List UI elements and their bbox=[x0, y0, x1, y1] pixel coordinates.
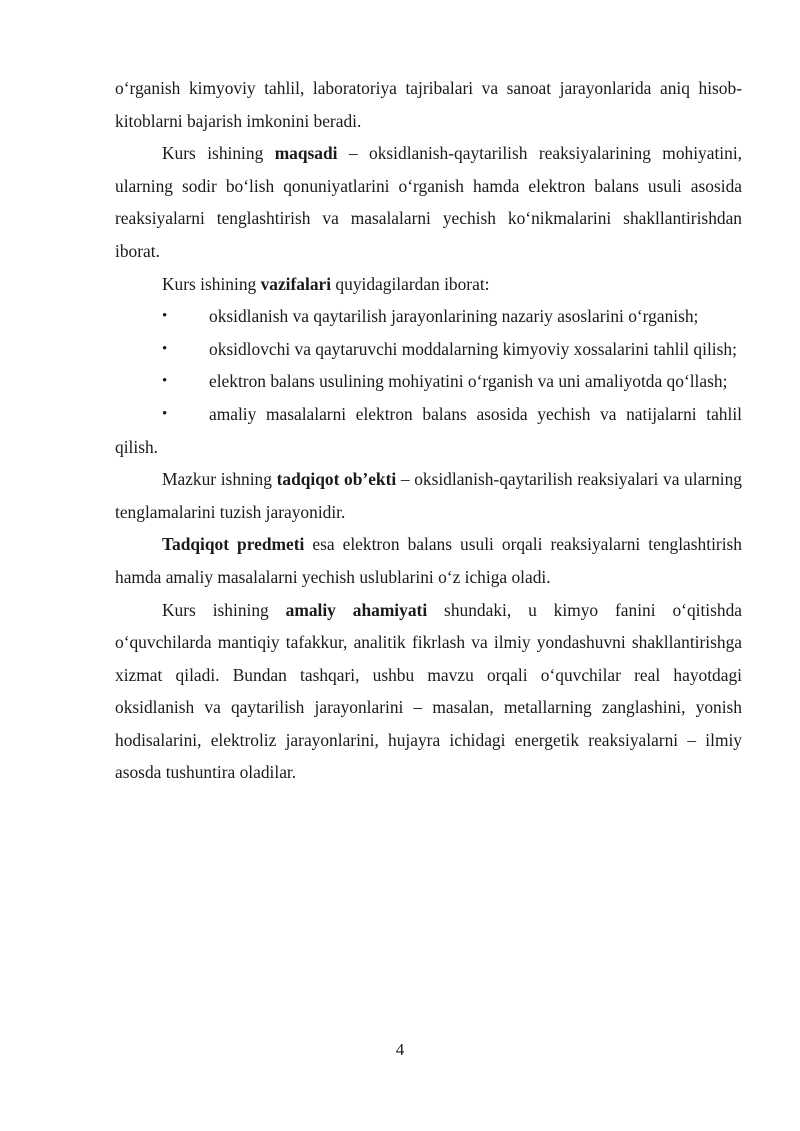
list-item-text: elektron balans usulining mohiyatini o‘rganish va uni amaliyotda qo‘llash; bbox=[209, 371, 728, 392]
paragraph-goal bbox=[115, 137, 742, 267]
bold-term-goal: maqsadi bbox=[274, 143, 338, 164]
bullet-icon: • bbox=[162, 373, 168, 390]
page-number: 4 bbox=[395, 1040, 405, 1059]
text-run: Kurs ishining bbox=[162, 143, 275, 164]
list-item bbox=[115, 333, 742, 366]
text-run: quyidagilardan iborat: bbox=[331, 273, 490, 294]
bold-term-research-subject: Tadqiqot predmeti bbox=[162, 534, 305, 555]
list-item bbox=[115, 300, 742, 333]
list-item bbox=[115, 398, 742, 463]
document-body bbox=[115, 72, 742, 789]
paragraph-tasks-intro bbox=[115, 268, 742, 301]
bold-term-research-object: tadqiqot ob’ekti bbox=[276, 469, 397, 490]
bullet-icon: • bbox=[162, 308, 168, 325]
text-run: Mazkur ishning bbox=[162, 469, 277, 490]
text-run: – oksidlanish-qaytarilish reaksiyalari va ularning tenglamalarini tuzish jarayonidir. bbox=[115, 469, 743, 522]
bold-term-practical-significance: amaliy ahamiyati bbox=[285, 599, 428, 620]
list-item-text: oksidlovchi va qaytaruvchi moddalarning kimyoviy xossalarini tahlil qilish; bbox=[209, 338, 737, 359]
list-item-text: oksidlanish va qaytarilish jarayonlarining nazariy asoslarini o‘rganish; bbox=[209, 306, 699, 327]
paragraph-research-subject bbox=[115, 528, 742, 593]
text-run: – oksidlanish-qaytarilish reaksiyalarining mohiyatini, ularning sodir bo‘lish qonuniyatlarini o‘rganish hamda elektron balans usuli asosida reaksiyalarni tenglashtirish va masalalarni yechish ko‘nikmalarini shakllantirishdan iborat. bbox=[115, 143, 742, 261]
bullet-icon: • bbox=[162, 340, 168, 357]
text-run: esa elektron balans usuli orqali reaksiyalarni tenglashtirish hamda amaliy masalalarni yechish uslublarini o‘z ichiga oladi. bbox=[115, 534, 742, 587]
bullet-icon: • bbox=[162, 405, 168, 422]
paragraph-practical-significance bbox=[115, 594, 742, 790]
bold-term-tasks: vazifalari bbox=[260, 273, 332, 294]
paragraph-research-object bbox=[115, 463, 742, 528]
list-item bbox=[115, 365, 742, 398]
text-run: Kurs ishining bbox=[162, 599, 286, 620]
paragraph-continuation: o‘rganish kimyoviy tahlil, laboratoriya tajribalari va sanoat jarayonlarida aniq hisob-kitoblarni bajarish imkonini beradi. bbox=[115, 78, 742, 131]
text-run: shundaki, u kimyo fanini o‘qitishda o‘quvchilarda mantiqiy tafakkur, analitik fikrlash va ilmiy yondashuvni shakllantirishga xizmat qiladi. Bundan tashqari, ushbu mavzu orqali o‘quvchilar real hayotdagi oksidlanish va qaytarilish jarayonlarini – masalan, metallarning zanglashini, yonish hodisalarini, elektroliz jarayonlarini, hujayra ichidagi energetik reaksiyalarni – ilmiy asosda tushuntira oladilar. bbox=[115, 599, 743, 783]
text-run: Kurs ishining bbox=[162, 273, 261, 294]
list-item-text: amaliy masalalarni elektron balans asosida yechish va natijalarni tahlil qilish. bbox=[115, 403, 742, 457]
